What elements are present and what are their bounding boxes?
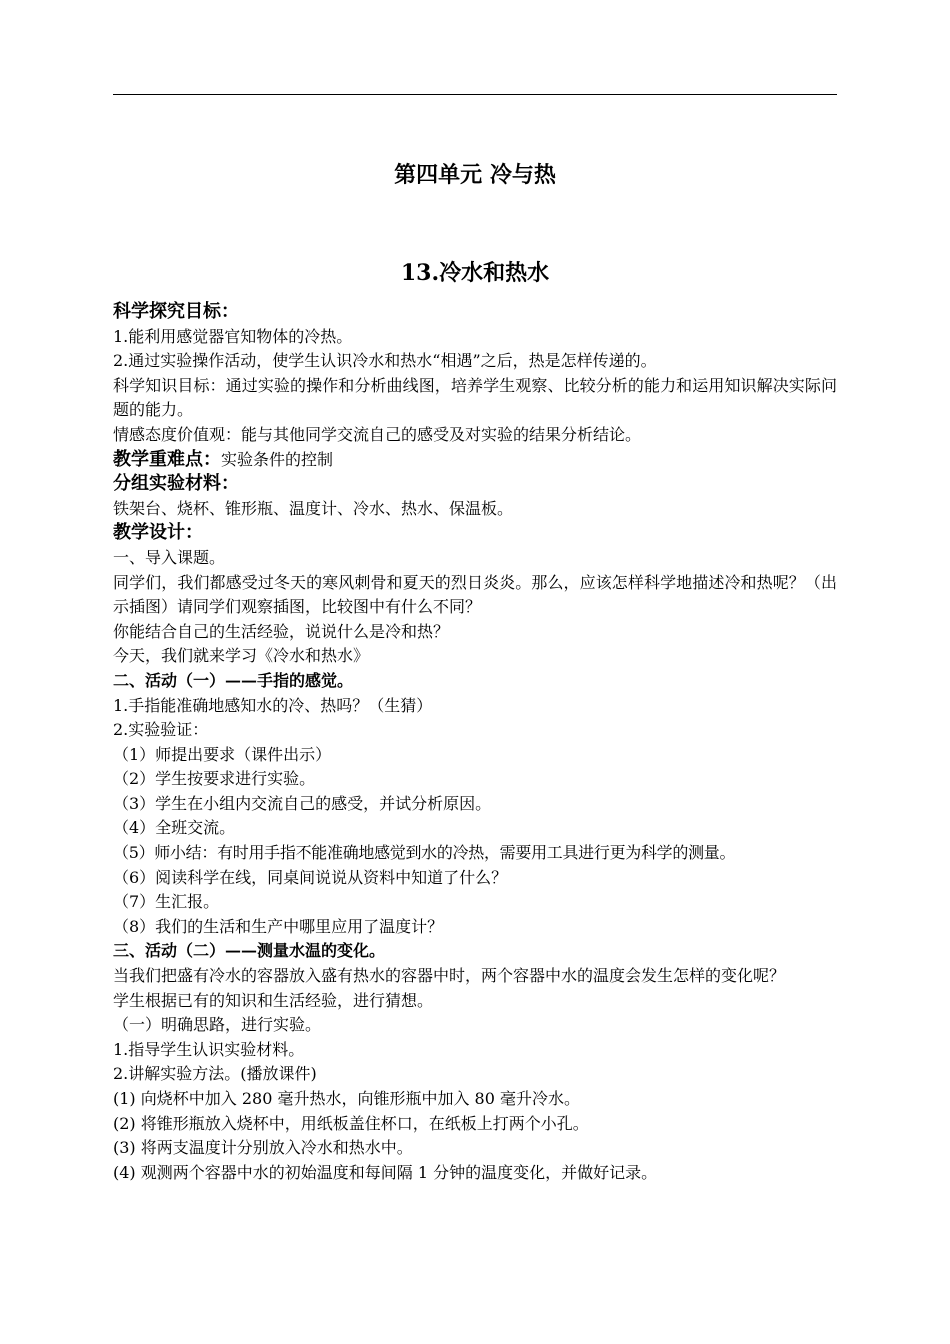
inquiry-goals-heading: 科学探究目标： [113,301,239,322]
activity-2-heading: 三、活动（二）——测量水温的变化。 [113,941,386,961]
body-paragraph: 当我们把盛有冷水的容器放入盛有热水的容器中时，两个容器中水的温度会发生怎样的变化呢？ [113,966,786,986]
list-item: （3）学生在小组内交流自己的感受，并试分析原因。 [113,793,492,813]
key-points-line [113,448,843,473]
header-rule [113,94,837,95]
key-points-heading: 教学重难点： [113,448,221,470]
list-item: （1）师提出要求（课件出示） [113,744,332,764]
list-item: (1) 向烧杯中加入 280 毫升热水，向锥形瓶中加入 80 毫升冷水。 [113,1089,580,1108]
body-paragraph: 今天，我们就来学习《冷水和热水》 [113,646,370,666]
body-paragraph: 2.实验验证： [113,720,209,740]
materials-text: 铁架台、烧杯、锥形瓶、温度计、冷水、热水、保温板。 [113,498,514,518]
list-item: (3) 将两支温度计分别放入冷水和热水中。 [113,1138,413,1158]
body-paragraph: 一、导入课题。 [113,547,226,567]
body-paragraph: 1.手指能准确地感知水的冷、热吗？（生猜） [113,695,433,715]
body-paragraph: 学生根据已有的知识和生活经验，进行猜想。 [113,990,434,1010]
inquiry-goal-1: 1.能利用感觉器官知物体的冷热。 [113,326,353,346]
list-item: （7）生汇报。 [113,892,220,912]
key-points-text: 实验条件的控制 [221,449,334,469]
list-item: (2) 将锥形瓶放入烧杯中，用纸板盖住杯口，在纸板上打两个小孔。 [113,1113,589,1133]
attitude-goal: 情感态度价值观：能与其他同学交流自己的感受及对实验的结果分析结论。 [113,424,642,444]
knowledge-goal: 科学知识目标：通过实验的操作和分析曲线图，培养学生观察、比较分析的能力和运用知识解决实际问题的能力。 [113,375,837,420]
list-item: 1.指导学生认识实验材料。 [113,1039,305,1059]
list-item: （2）学生按要求进行实验。 [113,769,316,789]
unit-title: 第四单元 冷与热 [394,162,556,188]
list-item: 2.讲解实验方法。(播放课件) [113,1064,317,1084]
activity-1-heading: 二、活动（一）——手指的感觉。 [113,670,354,690]
lesson-title: 13.冷水和热水 [400,260,550,286]
body-paragraph: （一）明确思路，进行实验。 [113,1015,322,1035]
materials-heading: 分组实验材料： [113,473,239,495]
document-body [113,300,843,1185]
list-item: （4）全班交流。 [113,818,236,838]
list-item: (4) 观测两个容器中水的初始温度和每间隔 1 分钟的温度变化，并做好记录。 [113,1162,658,1182]
list-item: （8）我们的生活和生产中哪里应用了温度计？ [113,916,444,936]
body-paragraph: 你能结合自己的生活经验，说说什么是冷和热？ [113,621,450,641]
design-heading: 教学设计： [113,522,203,544]
body-paragraph: 同学们，我们都感受过冬天的寒风刺骨和夏天的烈日炎炎。那么，应该怎样科学地描述冷和热呢？（出示插图）请同学们观察插图，比较图中有什么不同？ [113,572,837,617]
list-item: （6）阅读科学在线，同桌间说说从资料中知道了什么？ [113,867,508,887]
list-item: （5）师小结：有时用手指不能准确地感觉到水的冷热，需要用工具进行更为科学的测量。 [113,843,736,863]
inquiry-goal-2: 2.通过实验操作活动，使学生认识冷水和热水“相遇”之后，热是怎样传递的。 [113,351,657,371]
